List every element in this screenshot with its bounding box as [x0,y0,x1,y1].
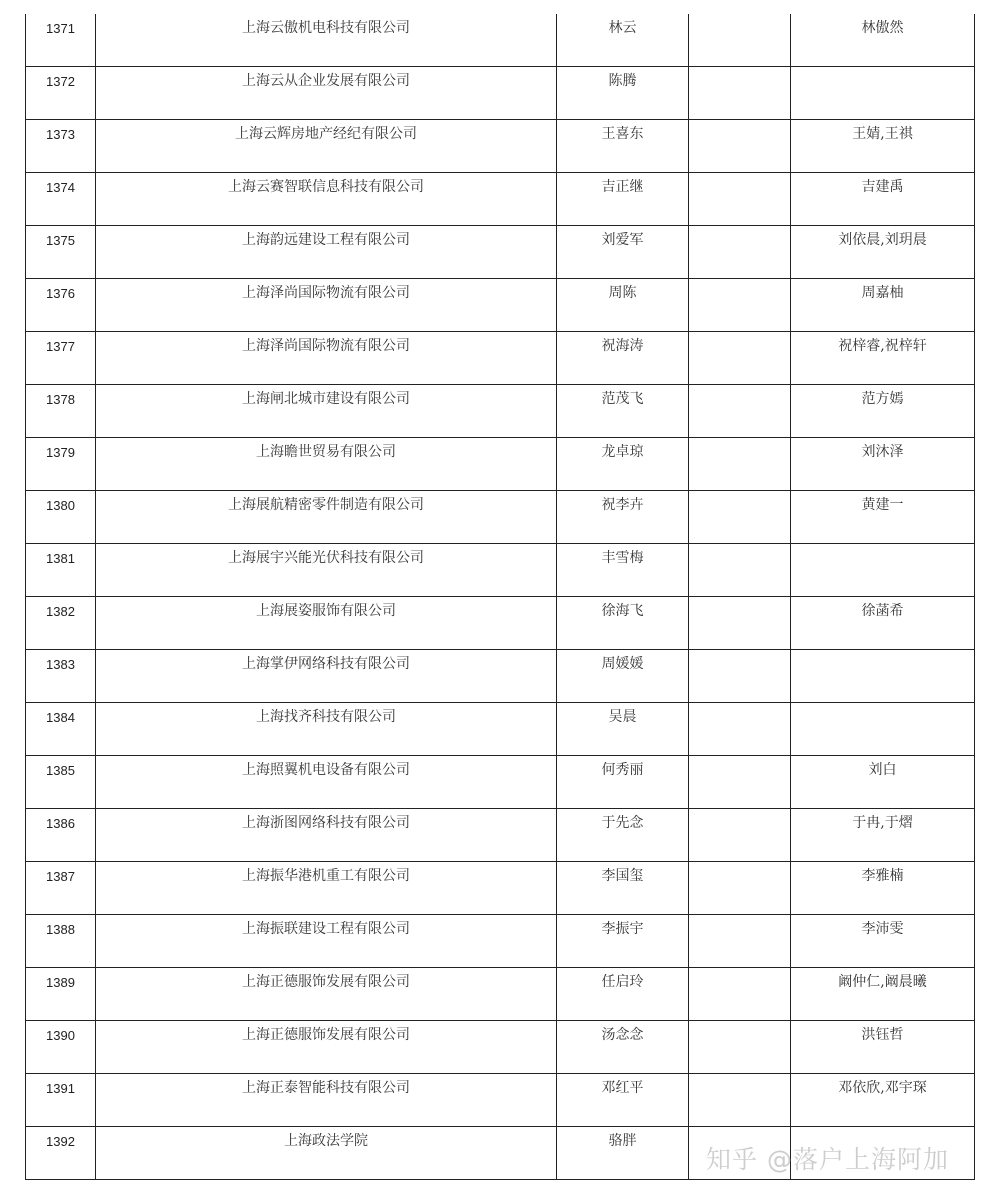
table-row [26,1021,975,1074]
row-number-cell [26,438,96,491]
applicant-name-cell-text: 王喜东 [601,126,644,142]
row-number-cell [26,173,96,226]
company-name-cell-text: 上海展姿服饰有限公司 [256,603,396,619]
family-members-cell-text [791,650,974,656]
company-name-cell [96,385,557,438]
applicant-name-cell-text: 陈腾 [608,73,637,89]
family-members-cell [791,120,975,173]
company-name-cell [96,915,557,968]
family-members-cell-text: 林傲然 [861,20,904,36]
empty-cell-text [689,14,790,20]
table-row [26,650,975,703]
company-name-cell [96,862,557,915]
company-name-cell [96,279,557,332]
family-members-cell [791,968,975,1021]
company-name-cell [96,491,557,544]
family-members-cell [791,491,975,544]
empty-cell-text [689,703,790,709]
empty-cell [689,544,791,597]
table-row [26,756,975,809]
empty-cell-text [689,67,790,73]
row-number-cell-text: 1387 [46,869,75,884]
company-name-cell-text: 上海云从企业发展有限公司 [242,73,410,89]
empty-cell-text [689,1127,790,1133]
company-name-cell [96,1021,557,1074]
applicant-name-cell [557,1074,689,1127]
table-row [26,968,975,1021]
row-number-cell [26,1127,96,1180]
empty-cell [689,862,791,915]
watermark: 知乎 @落户上海阿加 [706,1145,949,1174]
company-name-cell-text: 上海照翼机电设备有限公司 [242,762,410,778]
empty-cell [689,968,791,1021]
row-number-cell [26,14,96,67]
applicant-name-cell [557,1127,689,1180]
applicant-name-cell-text: 汤念念 [601,1027,644,1043]
table-row [26,67,975,120]
company-name-cell-text: 上海泽尚国际物流有限公司 [242,338,410,354]
empty-cell [689,1127,791,1180]
empty-cell [689,279,791,332]
family-members-cell [791,915,975,968]
empty-cell-text [689,385,790,391]
applicant-name-cell [557,703,689,756]
empty-cell [689,703,791,756]
family-members-cell [791,544,975,597]
empty-cell [689,1021,791,1074]
row-number-cell-text: 1388 [46,922,75,937]
empty-cell [689,650,791,703]
company-name-cell-text: 上海浙图网络科技有限公司 [242,815,410,831]
company-name-cell [96,968,557,1021]
empty-cell [689,809,791,862]
empty-cell [689,491,791,544]
family-members-cell-text: 李沛雯 [861,921,904,937]
company-name-cell-text: 上海振联建设工程有限公司 [242,921,410,937]
row-number-cell [26,915,96,968]
applicant-name-cell [557,968,689,1021]
row-number-cell [26,809,96,862]
row-number-cell-text: 1376 [46,286,75,301]
empty-cell-text [689,862,790,868]
applicant-name-cell [557,862,689,915]
company-name-cell [96,597,557,650]
family-members-cell [791,650,975,703]
applicant-name-cell-text: 邓红平 [601,1080,644,1096]
row-number-cell-text: 1381 [46,551,75,566]
empty-cell-text [689,1021,790,1027]
company-name-cell-text: 上海展宇兴能光伏科技有限公司 [228,550,424,566]
empty-cell [689,226,791,279]
company-name-cell [96,14,557,67]
family-members-cell-text: 祝梓睿,祝梓轩 [838,338,927,354]
applicant-name-cell-text: 龙卓琼 [601,444,644,460]
table-row [26,597,975,650]
empty-cell-text [689,650,790,656]
empty-cell [689,67,791,120]
applicant-name-cell [557,650,689,703]
row-number-cell [26,1021,96,1074]
family-members-cell [791,173,975,226]
family-members-cell-text: 于冉,于熠 [852,815,913,831]
company-name-cell [96,120,557,173]
applicant-name-cell-text: 任启玲 [601,974,644,990]
empty-cell [689,14,791,67]
applicant-name-cell-text: 周媛媛 [601,656,644,672]
company-name-cell [96,544,557,597]
row-number-cell [26,968,96,1021]
applicant-name-cell [557,915,689,968]
row-number-cell-text: 1386 [46,816,75,831]
row-number-cell-text: 1378 [46,392,75,407]
applicant-name-cell-text: 祝海涛 [601,338,644,354]
company-name-cell-text: 上海云赛智联信息科技有限公司 [228,179,424,195]
company-name-cell-text: 上海云傲机电科技有限公司 [242,20,410,36]
empty-cell [689,120,791,173]
table-row [26,915,975,968]
family-members-cell [791,756,975,809]
table-row [26,14,975,67]
table-row [26,438,975,491]
company-name-cell-text: 上海正泰智能科技有限公司 [242,1080,410,1096]
empty-cell [689,438,791,491]
applicant-name-cell-text: 范茂飞 [601,391,644,407]
row-number-cell [26,491,96,544]
applicant-name-cell [557,809,689,862]
row-number-cell-text: 1392 [46,1134,75,1149]
row-number-cell-text: 1372 [46,74,75,89]
family-members-cell-text [791,1127,974,1133]
empty-cell [689,332,791,385]
row-number-cell [26,703,96,756]
company-name-cell [96,67,557,120]
row-number-cell-text: 1375 [46,233,75,248]
applicant-name-cell-text: 丰雪梅 [601,550,644,566]
row-number-cell-text: 1374 [46,180,75,195]
applicant-name-cell-text: 祝李卉 [601,497,644,513]
applicant-name-cell [557,385,689,438]
empty-cell-text [689,915,790,921]
applicant-name-cell [557,332,689,385]
empty-cell-text [689,756,790,762]
empty-cell-text [689,120,790,126]
applicant-name-cell-text: 李振宇 [601,921,644,937]
table-row [26,1074,975,1127]
family-members-cell [791,597,975,650]
applicant-name-cell-text: 吉正继 [601,179,644,195]
family-members-cell-text: 刘依晨,刘玥晨 [838,232,927,248]
family-members-cell-text: 徐菡希 [861,603,904,619]
row-number-cell [26,385,96,438]
applicant-name-cell-text: 刘爱军 [601,232,644,248]
family-members-cell [791,279,975,332]
family-members-cell-text [791,703,974,709]
table-row [26,703,975,756]
applicant-name-cell [557,544,689,597]
row-number-cell-text: 1380 [46,498,75,513]
company-name-cell [96,756,557,809]
company-name-cell [96,226,557,279]
roster-table [25,14,975,1180]
row-number-cell-text: 1382 [46,604,75,619]
family-members-cell-text: 阚仲仁,阚晨曦 [838,974,927,990]
table-row [26,385,975,438]
row-number-cell-text: 1377 [46,339,75,354]
company-name-cell-text: 上海找齐科技有限公司 [256,709,396,725]
family-members-cell-text: 吉建禹 [861,179,904,195]
family-members-cell-text: 刘白 [868,762,897,778]
family-members-cell-text: 邓依欣,邓宇琛 [838,1080,927,1096]
family-members-cell [791,385,975,438]
company-name-cell [96,173,557,226]
family-members-cell-text [791,544,974,550]
row-number-cell-text: 1385 [46,763,75,778]
applicant-name-cell [557,279,689,332]
row-number-cell [26,650,96,703]
company-name-cell-text: 上海云辉房地产经纪有限公司 [235,126,417,142]
applicant-name-cell-text: 周陈 [608,285,637,301]
empty-cell [689,173,791,226]
table-row [26,809,975,862]
family-members-cell [791,67,975,120]
family-members-cell-text: 刘沐泽 [861,444,904,460]
row-number-cell-text: 1383 [46,657,75,672]
family-members-cell [791,438,975,491]
table-row [26,173,975,226]
empty-cell-text [689,279,790,285]
empty-cell [689,597,791,650]
company-name-cell [96,332,557,385]
empty-cell-text [689,173,790,179]
empty-cell-text [689,968,790,974]
empty-cell [689,385,791,438]
company-name-cell [96,703,557,756]
row-number-cell-text: 1390 [46,1028,75,1043]
applicant-name-cell-text: 李国玺 [601,868,644,884]
row-number-cell [26,862,96,915]
family-members-cell-text: 李雅楠 [861,868,904,884]
row-number-cell [26,332,96,385]
table-row [26,862,975,915]
applicant-name-cell [557,1021,689,1074]
company-name-cell [96,809,557,862]
applicant-name-cell [557,226,689,279]
family-members-cell [791,1074,975,1127]
company-name-cell-text: 上海正德服饰发展有限公司 [242,1027,410,1043]
family-members-cell-text [791,67,974,73]
row-number-cell [26,544,96,597]
company-name-cell-text: 上海韵远建设工程有限公司 [242,232,410,248]
family-members-cell [791,226,975,279]
row-number-cell-text: 1384 [46,710,75,725]
applicant-name-cell-text: 骆胖 [608,1133,637,1149]
family-members-cell [791,809,975,862]
family-members-cell [791,703,975,756]
row-number-cell [26,67,96,120]
empty-cell-text [689,226,790,232]
company-name-cell-text: 上海展航精密零件制造有限公司 [228,497,424,513]
company-name-cell-text: 上海闸北城市建设有限公司 [242,391,410,407]
family-members-cell [791,1021,975,1074]
applicant-name-cell [557,597,689,650]
row-number-cell [26,279,96,332]
table-row [26,491,975,544]
table-row [26,544,975,597]
row-number-cell [26,597,96,650]
family-members-cell-text: 王婧,王祺 [852,126,913,142]
applicant-name-cell [557,438,689,491]
family-members-cell [791,14,975,67]
family-members-cell-text: 范方嫣 [861,391,904,407]
empty-cell-text [689,1074,790,1080]
company-name-cell-text: 上海瞻世贸易有限公司 [256,444,396,460]
company-name-cell-text: 上海掌伊网络科技有限公司 [242,656,410,672]
applicant-name-cell [557,173,689,226]
row-number-cell-text: 1371 [46,21,75,36]
family-members-cell-text: 黄建一 [861,497,904,513]
family-members-cell [791,862,975,915]
empty-cell-text [689,544,790,550]
applicant-name-cell-text: 徐海飞 [601,603,644,619]
row-number-cell-text: 1379 [46,445,75,460]
company-name-cell-text: 上海政法学院 [284,1133,368,1149]
company-name-cell [96,438,557,491]
applicant-name-cell [557,120,689,173]
table-row [26,279,975,332]
table-row [26,120,975,173]
table-row [26,226,975,279]
table-row [26,332,975,385]
empty-cell-text [689,491,790,497]
company-name-cell [96,1127,557,1180]
empty-cell-text [689,332,790,338]
family-members-cell [791,1127,975,1180]
family-members-cell-text: 洪钰哲 [861,1027,904,1043]
empty-cell-text [689,809,790,815]
family-members-cell [791,332,975,385]
applicant-name-cell [557,67,689,120]
applicant-name-cell [557,14,689,67]
row-number-cell-text: 1373 [46,127,75,142]
table-row [26,1127,975,1180]
empty-cell [689,915,791,968]
row-number-cell [26,756,96,809]
empty-cell [689,1074,791,1127]
applicant-name-cell-text: 何秀丽 [601,762,644,778]
row-number-cell-text: 1389 [46,975,75,990]
empty-cell-text [689,438,790,444]
row-number-cell [26,226,96,279]
applicant-name-cell-text: 于先念 [601,815,644,831]
company-name-cell-text: 上海正德服饰发展有限公司 [242,974,410,990]
applicant-name-cell-text: 吴晨 [608,709,637,725]
company-name-cell [96,650,557,703]
company-name-cell-text: 上海振华港机重工有限公司 [242,868,410,884]
empty-cell [689,756,791,809]
family-members-cell-text: 周嘉柚 [861,285,904,301]
row-number-cell-text: 1391 [46,1081,75,1096]
row-number-cell [26,120,96,173]
applicant-name-cell [557,756,689,809]
company-name-cell-text: 上海泽尚国际物流有限公司 [242,285,410,301]
empty-cell-text [689,597,790,603]
applicant-name-cell-text: 林云 [608,20,637,36]
applicant-name-cell [557,491,689,544]
roster-table-body [26,14,975,1180]
row-number-cell [26,1074,96,1127]
company-name-cell [96,1074,557,1127]
